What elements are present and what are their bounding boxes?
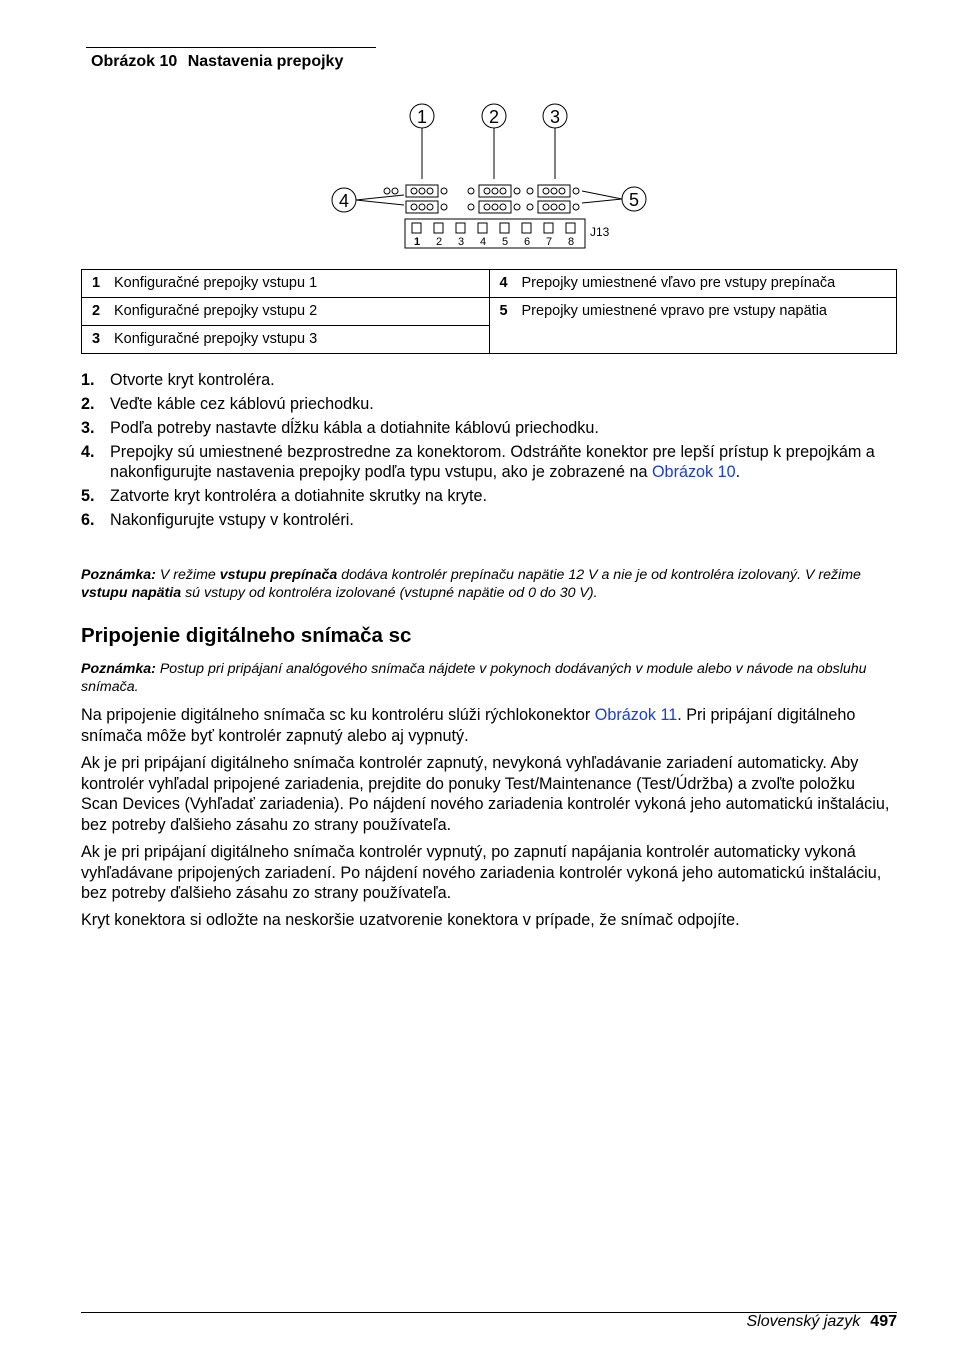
legend-cell: 3 Konfiguračné prepojky vstupu 3	[82, 326, 490, 354]
list-item: 5. Zatvorte kryt kontroléra a dotiahnite skrutky na kryte.	[81, 487, 487, 505]
paragraph-connector-cover: Kryt konektora si odložte na neskoršie uzatvorenie konektora v prípade, že snímač odpojíte.	[81, 911, 740, 929]
legend-cell: 4 Prepojky umiestnené vľavo pre vstupy prepínača	[489, 270, 897, 298]
legend-cell: 5 Prepojky umiestnené vpravo pre vstupy napätia	[489, 298, 897, 354]
connector-j13	[405, 219, 585, 248]
figure-legend-table	[81, 269, 897, 354]
pin-label: 6	[523, 236, 531, 248]
callout-3-label: 3	[549, 107, 561, 127]
pin-label: 7	[545, 236, 553, 248]
figure-10-link[interactable]: Obrázok 10	[651, 463, 736, 481]
table-row	[82, 298, 897, 326]
procedure-steps	[81, 370, 891, 534]
note-switch-voltage: Poznámka: V režime vstupu prepínača dodáva kontrolér prepínaču napätie 12 V a nie je od kontroléra izolovaný. V režime vstupu napätia sú vstupy od kontroléra izolované (vstupné napätie od 0 do 30 V).	[81, 567, 861, 601]
callout-5-label: 5	[628, 190, 640, 210]
legend-cell: 1 Konfiguračné prepojky vstupu 1	[82, 270, 490, 298]
paragraph-quick-connector: Na pripojenie digitálneho snímača sc ku kontroléru slúži rýchlokonektor Obrázok 11. Pri pripájaní digitálneho snímača môže byť kontrolér zapnutý alebo aj vypnutý.	[81, 706, 856, 745]
paragraph-powered-off: Ak je pri pripájaní digitálneho snímača kontrolér vypnutý, po zapnutí napájania kontrolér automaticky vykoná vyhľadávane pripojených zariadení. Po nájdení nového zariadenia kontrolér vykoná jeho automatickú inštaláciu, bez potreby ďalšieho zásahu zo strany používateľa.	[81, 843, 882, 902]
pin-label: 3	[457, 236, 465, 248]
jumper-diagram	[320, 95, 660, 255]
callout-2-label: 2	[488, 107, 500, 127]
page-number: 497	[870, 1313, 897, 1330]
figure-number: Obrázok 10	[91, 53, 178, 70]
pin-label: 2	[435, 236, 443, 248]
table-row	[82, 270, 897, 298]
legend-cell: 2 Konfiguračné prepojky vstupu 2	[82, 298, 490, 326]
list-item: 6. Nakonfigurujte vstupy v kontroléri.	[81, 511, 354, 529]
paragraph-powered-on: Ak je pri pripájaní digitálneho snímača kontrolér zapnutý, nevykoná vyhľadávanie zariadení automaticky. Aby kontrolér vyhľadal pripojené zariadenia, prejdite do ponuky Test/Maintenance (Test/Údržba) a zvoľte položku Scan Devices (Vyhľadať zariadenia). Po nájdení nového zariadenia kontrolér vykoná jeho automatickú inštaláciu, bez potreby ďalšieho zásahu zo strany používateľa.	[81, 754, 890, 834]
figure-caption	[91, 53, 343, 71]
pin-label: 8	[567, 236, 575, 248]
figure-caption-rule	[86, 47, 376, 48]
list-item: 4. Prepojky sú umiestnené bezprostredne za konektorom. Odstráňte konektor pre lepší prístup k prepojkám a nakonfigurujte nastavenia prepojky podľa typu vstupu, ako je zobrazené na Obrázok 10.	[81, 443, 875, 481]
section-title: Pripojenie digitálneho snímača sc	[81, 624, 412, 647]
list-item: 2. Veďte káble cez káblovú priechodku.	[81, 395, 374, 413]
figure-11-link[interactable]: Obrázok 11	[594, 706, 678, 724]
list-item: 1. Otvorte kryt kontroléra.	[81, 371, 275, 389]
pin-label: 5	[501, 236, 509, 248]
callout-4-label: 4	[338, 191, 350, 211]
footer-language: Slovenský jazyk	[746, 1313, 861, 1330]
page-footer	[746, 1313, 897, 1331]
note-analog-sensor: Poznámka: Postup pri pripájaní analógového snímača nájdete v pokynoch dodávaných v module alebo v návode na obsluhu snímača.	[81, 661, 867, 695]
pin-label: 4	[479, 236, 487, 248]
figure-title: Nastavenia prepojky	[187, 53, 344, 70]
callout-1-label: 1	[416, 107, 428, 127]
pin-label: 1	[413, 236, 421, 248]
list-item: 3. Podľa potreby nastavte dĺžku kábla a dotiahnite káblovú priechodku.	[81, 419, 599, 437]
connector-label: J13	[590, 225, 610, 239]
